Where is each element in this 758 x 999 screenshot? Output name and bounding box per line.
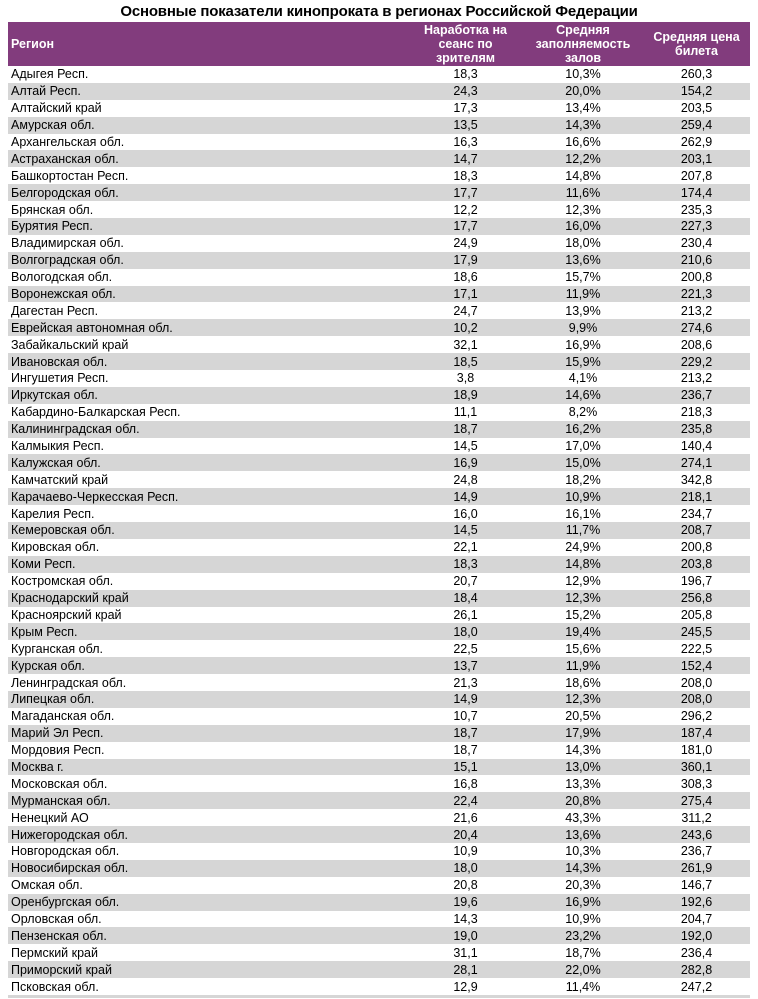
region-cell: Псковская обл. [11,979,99,994]
attendance-cell: 17,9 [453,253,478,268]
occupancy-cell: 12,2% [565,151,601,166]
table-row [8,607,750,624]
price-cell: 342,8 [680,472,713,487]
attendance-cell: 32,1 [453,337,478,352]
table-row [8,404,750,421]
occupancy-cell: 18,2% [565,472,601,487]
occupancy-cell: 13,9% [565,303,601,318]
occupancy-cell: 14,8% [565,557,601,572]
occupancy-cell: 19,4% [565,624,601,639]
table-row [8,623,750,640]
price-cell: 236,7 [680,844,713,859]
price-cell: 221,3 [680,287,713,302]
region-cell: Ненецкий АО [11,810,89,825]
attendance-cell: 18,7 [453,422,478,437]
region-cell: Ингушетия Респ. [11,371,109,386]
region-cell: Мурманская обл. [11,793,111,808]
price-cell: 181,0 [680,743,713,758]
attendance-cell: 19,6 [453,895,478,910]
region-cell: Липецкая обл. [11,692,95,707]
table-row [8,556,750,573]
attendance-cell: 21,3 [453,675,478,690]
attendance-cell: 14,3 [453,911,478,926]
occupancy-cell: 12,3% [565,692,601,707]
attendance-cell: 3,8 [456,371,475,386]
price-cell: 230,4 [680,236,713,251]
occupancy-cell: 20,0% [565,84,601,99]
price-cell: 152,4 [680,658,713,673]
region-cell: Калужская обл. [11,455,101,470]
region-cell: Нижегородская обл. [11,827,128,842]
attendance-cell: 22,1 [453,540,478,555]
table-row [8,725,750,742]
occupancy-cell: 13,6% [565,827,601,842]
price-cell: 243,6 [680,827,713,842]
table-row [8,911,750,928]
table-row [8,201,750,218]
occupancy-cell: 20,3% [565,878,601,893]
occupancy-cell: 14,3% [565,118,601,133]
table-row [8,674,750,691]
region-cell: Воронежская обл. [11,287,116,302]
occupancy-cell: 9,9% [568,320,598,335]
table-row [8,471,750,488]
attendance-cell: 17,3 [453,101,478,116]
price-cell: 200,8 [680,270,713,285]
region-cell: Курганская обл. [11,641,103,656]
region-cell: Астраханская обл. [11,151,119,166]
table-row [8,134,750,151]
table-row [8,522,750,539]
table-row [8,961,750,978]
region-cell: Адыгея Респ. [11,67,89,82]
attendance-cell: 31,1 [453,945,478,960]
occupancy-cell: 11,9% [565,658,601,673]
table-row [8,235,750,252]
region-cell: Кабардино-Балкарская Респ. [11,405,181,420]
column-header-ticket-price: Средняя цена билета [653,30,740,58]
price-cell: 235,3 [680,202,713,217]
attendance-cell: 18,3 [453,67,478,82]
occupancy-cell: 14,6% [565,388,601,403]
price-cell: 174,4 [680,185,713,200]
region-cell: Владимирская обл. [11,236,124,251]
occupancy-cell: 18,6% [565,675,601,690]
attendance-cell: 28,1 [453,962,478,977]
occupancy-cell: 22,0% [565,962,601,977]
attendance-cell: 22,4 [453,793,478,808]
attendance-cell: 19,0 [453,928,478,943]
price-cell: 208,0 [680,675,713,690]
attendance-cell: 24,7 [453,303,478,318]
attendance-cell: 24,8 [453,472,478,487]
attendance-cell: 10,9 [453,844,478,859]
attendance-cell: 14,9 [453,692,478,707]
column-header-attendance-per-show: Наработка на сеанс по зрителям [424,23,507,65]
occupancy-cell: 16,9% [565,895,601,910]
price-cell: 229,2 [680,354,713,369]
occupancy-cell: 15,2% [565,607,601,622]
price-cell: 260,3 [680,67,713,82]
table-row [8,83,750,100]
price-cell: 208,6 [680,337,713,352]
table-row [8,590,750,607]
attendance-cell: 20,8 [453,878,478,893]
table-row [8,978,750,995]
attendance-cell: 10,2 [453,320,478,335]
table-row [8,759,750,776]
region-cell: Крым Респ. [11,624,78,639]
attendance-cell: 17,7 [453,219,478,234]
price-cell: 213,2 [680,371,713,386]
occupancy-cell: 23,2% [565,928,601,943]
occupancy-cell: 16,9% [565,337,601,352]
region-cell: Оренбургская обл. [11,895,120,910]
price-cell: 259,4 [680,118,713,133]
occupancy-cell: 10,9% [565,911,601,926]
attendance-cell: 17,1 [453,287,478,302]
table-row [8,117,750,134]
attendance-cell: 18,7 [453,743,478,758]
region-cell: Иркутская обл. [11,388,98,403]
region-cell: Мордовия Респ. [11,743,105,758]
price-cell: 200,8 [680,540,713,555]
occupancy-cell: 14,3% [565,743,601,758]
occupancy-cell: 16,2% [565,422,601,437]
table-body [8,66,750,995]
occupancy-cell: 17,0% [565,439,601,454]
region-cell: Новгородская обл. [11,844,120,859]
table-row [8,539,750,556]
price-cell: 360,1 [680,759,713,774]
region-cell: Пензенская обл. [11,928,107,943]
table-row [8,319,750,336]
table-row [8,792,750,809]
attendance-cell: 10,7 [453,709,478,724]
table-row [8,488,750,505]
table-row [8,454,750,471]
price-cell: 274,1 [680,455,713,470]
table-row [8,640,750,657]
occupancy-cell: 17,9% [565,726,601,741]
region-cell: Еврейская автономная обл. [11,320,173,335]
occupancy-cell: 12,3% [565,591,601,606]
table-row [8,860,750,877]
table-row [8,657,750,674]
price-cell: 203,8 [680,557,713,572]
price-cell: 204,7 [680,911,713,926]
occupancy-cell: 11,6% [565,185,601,200]
occupancy-cell: 10,3% [565,67,601,82]
attendance-cell: 12,2 [453,202,478,217]
attendance-cell: 20,4 [453,827,478,842]
region-cell: Алтай Респ. [11,84,81,99]
price-cell: 203,1 [680,151,713,166]
occupancy-cell: 15,0% [565,455,601,470]
region-cell: Коми Респ. [11,557,76,572]
occupancy-cell: 16,0% [565,219,601,234]
region-cell: Красноярский край [11,607,122,622]
price-cell: 311,2 [681,810,712,825]
occupancy-cell: 20,8% [565,793,601,808]
region-cell: Омская обл. [11,878,83,893]
occupancy-cell: 10,3% [565,844,601,859]
region-cell: Карелия Респ. [11,506,95,521]
attendance-cell: 24,3 [453,84,478,99]
table-row [8,826,750,843]
attendance-cell: 15,1 [453,759,478,774]
occupancy-cell: 11,7% [565,523,601,538]
occupancy-cell: 14,8% [565,168,601,183]
attendance-cell: 13,7 [453,658,478,673]
region-cell: Краснодарский край [11,591,129,606]
region-cell: Пермский край [11,945,98,960]
price-cell: 274,6 [680,320,713,335]
occupancy-cell: 8,2% [568,405,598,420]
attendance-cell: 18,4 [453,591,478,606]
region-cell: Камчатский край [11,472,109,487]
attendance-cell: 22,5 [453,641,478,656]
region-cell: Дагестан Респ. [11,303,99,318]
price-cell: 275,4 [680,793,713,808]
occupancy-cell: 10,9% [565,489,601,504]
price-cell: 282,8 [680,962,713,977]
attendance-cell: 11,1 [453,405,478,420]
table-row [8,505,750,522]
occupancy-cell: 12,9% [565,574,601,589]
region-cell: Марий Эл Респ. [11,726,104,741]
table-row [8,573,750,590]
attendance-cell: 18,3 [453,557,478,572]
price-cell: 236,7 [680,388,713,403]
price-cell: 236,4 [680,945,713,960]
table-row [8,66,750,83]
price-cell: 218,1 [680,489,713,504]
price-cell: 196,7 [680,574,713,589]
table-row [8,843,750,860]
region-cell: Ивановская обл. [11,354,108,369]
region-cell: Курская обл. [11,658,85,673]
price-cell: 296,2 [680,709,713,724]
occupancy-cell: 13,3% [565,776,601,791]
attendance-cell: 18,3 [453,168,478,183]
price-cell: 140,4 [680,439,713,454]
table-row [8,944,750,961]
table-header-row [8,22,750,66]
attendance-cell: 18,0 [453,624,478,639]
column-header-region: Регион [11,37,55,51]
attendance-cell: 14,9 [453,489,478,504]
region-cell: Московская обл. [11,776,108,791]
price-cell: 208,7 [680,523,713,538]
price-cell: 192,6 [680,895,713,910]
price-cell: 256,8 [680,591,713,606]
table-row [8,894,750,911]
table-row [8,775,750,792]
attendance-cell: 18,6 [453,270,478,285]
column-header-hall-occupancy: Средняя заполняемость залов [535,23,631,65]
occupancy-cell: 15,7% [565,270,601,285]
attendance-cell: 14,5 [453,439,478,454]
occupancy-cell: 13,0% [565,759,601,774]
region-cell: Орловская обл. [11,911,102,926]
region-cell: Карачаево-Черкесская Респ. [11,489,179,504]
table-row [8,336,750,353]
occupancy-cell: 4,1% [568,371,598,386]
price-cell: 218,3 [680,405,713,420]
cinema-statistics-table [8,22,750,998]
attendance-cell: 13,5 [453,118,478,133]
table-row [8,150,750,167]
attendance-cell: 17,7 [453,185,478,200]
region-cell: Бурятия Респ. [11,219,93,234]
page-title: Основные показатели кинопроката в регионах Российской Федерации [120,3,638,20]
table-row [8,252,750,269]
region-cell: Калмыкия Респ. [11,439,105,454]
table-row [8,353,750,370]
attendance-cell: 18,7 [453,726,478,741]
occupancy-cell: 15,6% [565,641,601,656]
occupancy-cell: 13,6% [565,253,601,268]
table-row [8,438,750,455]
region-cell: Калининградская обл. [11,422,140,437]
price-cell: 235,8 [680,422,713,437]
table-row [8,184,750,201]
region-cell: Брянская обл. [11,202,94,217]
price-cell: 203,5 [680,101,713,116]
region-cell: Архангельская обл. [11,135,125,149]
region-cell: Волгоградская обл. [11,253,124,268]
region-cell: Кемеровская обл. [11,523,115,538]
attendance-cell: 16,0 [453,506,478,521]
table-row [8,387,750,404]
occupancy-cell: 11,9% [565,287,601,302]
region-cell: Забайкальский край [11,337,129,352]
occupancy-cell: 16,6% [565,135,601,149]
region-cell: Москва г. [11,759,64,774]
price-cell: 247,2 [680,979,713,994]
attendance-cell: 20,7 [453,574,478,589]
attendance-cell: 16,3 [453,135,478,149]
region-cell: Алтайский край [11,101,102,116]
price-cell: 222,5 [680,641,713,656]
price-cell: 207,8 [680,168,713,183]
occupancy-cell: 14,3% [565,861,601,876]
attendance-cell: 18,9 [453,388,478,403]
region-cell: Костромская обл. [11,574,114,589]
table-row [8,370,750,387]
table-row [8,421,750,438]
occupancy-cell: 43,3% [565,810,601,825]
occupancy-cell: 11,4% [565,979,601,994]
region-cell: Вологодская обл. [11,270,113,285]
occupancy-cell: 24,9% [565,540,601,555]
region-cell: Кировская обл. [11,540,100,555]
table-row [8,809,750,826]
price-cell: 213,2 [680,303,713,318]
price-cell: 227,3 [680,219,713,234]
table-row [8,877,750,894]
price-cell: 146,7 [680,878,713,893]
price-cell: 261,9 [680,861,713,876]
price-cell: 187,4 [680,726,713,741]
table-row [8,167,750,184]
region-cell: Ленинградская обл. [11,675,127,690]
table-row [8,302,750,319]
price-cell: 192,0 [680,928,713,943]
price-cell: 262,9 [680,135,713,149]
price-cell: 208,0 [680,692,713,707]
attendance-cell: 24,9 [453,236,478,251]
attendance-cell: 18,5 [453,354,478,369]
table-row [8,708,750,725]
region-cell: Амурская обл. [11,118,95,133]
occupancy-cell: 12,3% [565,202,601,217]
occupancy-cell: 18,0% [565,236,601,251]
price-cell: 210,6 [680,253,713,268]
region-cell: Башкортостан Респ. [11,168,129,183]
attendance-cell: 14,5 [453,523,478,538]
table-row [8,742,750,759]
attendance-cell: 12,9 [453,979,478,994]
table-row [8,218,750,235]
attendance-cell: 21,6 [453,810,478,825]
price-cell: 154,2 [680,84,713,99]
partial-next-row [8,995,750,998]
region-cell: Приморский край [11,962,112,977]
occupancy-cell: 18,7% [565,945,601,960]
price-cell: 234,7 [680,506,713,521]
occupancy-cell: 20,5% [565,709,601,724]
price-cell: 308,3 [680,776,713,791]
occupancy-cell: 15,9% [565,354,601,369]
occupancy-cell: 16,1% [565,506,601,521]
price-cell: 245,5 [680,624,713,639]
attendance-cell: 16,9 [453,455,478,470]
attendance-cell: 16,8 [453,776,478,791]
region-cell: Новосибирская обл. [11,861,129,876]
occupancy-cell: 13,4% [565,101,601,116]
table-row [8,100,750,117]
attendance-cell: 26,1 [453,607,478,622]
price-cell: 205,8 [680,607,713,622]
table-row [8,286,750,303]
region-cell: Магаданская обл. [11,709,115,724]
table-row [8,269,750,286]
attendance-cell: 18,0 [453,861,478,876]
region-cell: Белгородская обл. [11,185,119,200]
table-row [8,691,750,708]
table-row [8,927,750,944]
attendance-cell: 14,7 [453,151,478,166]
